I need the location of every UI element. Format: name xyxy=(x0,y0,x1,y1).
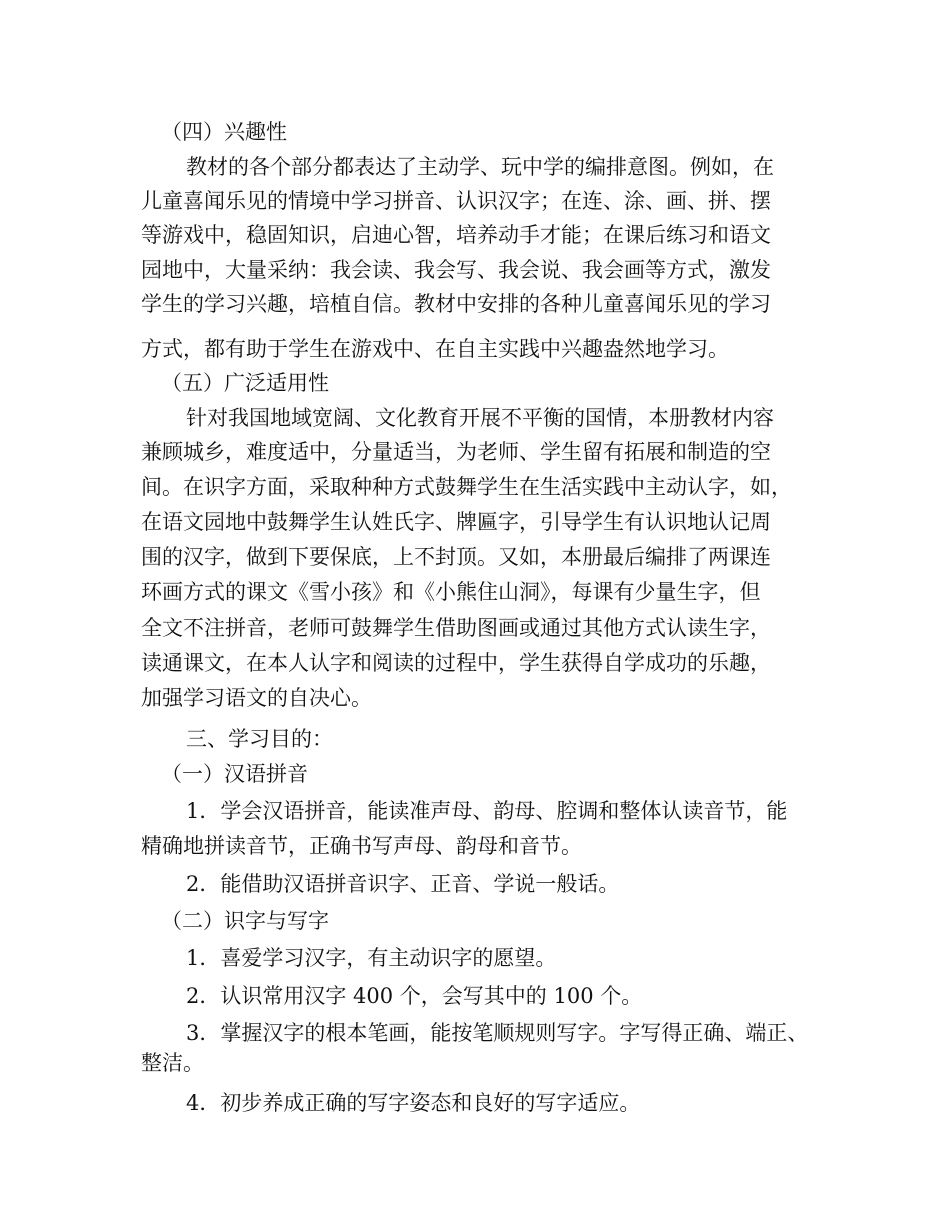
paragraph-line: 针对我国地域宽阔、文化教育开展不平衡的国情，本册教材内容 xyxy=(186,406,774,430)
heading-pinyin: （一）汉语拼音 xyxy=(161,762,308,786)
paragraph-line: 等游戏中，稳固知识，启迪心智，培养动手才能；在课后练习和语文 xyxy=(141,223,771,247)
heading-interest: （四）兴趣性 xyxy=(161,120,287,144)
list-item: 4．初步养成正确的写字姿态和良好的写字适应。 xyxy=(186,1091,641,1115)
heading-learning-goals: 三、学习目的： xyxy=(186,727,333,751)
list-item: 2．认识常用汉字 400 个，会写其中的 100 个。 xyxy=(186,984,643,1008)
paragraph-line: 精确地拼读音节，正确书写声母、韵母和音节。 xyxy=(141,834,582,858)
paragraph-line: 全文不注拼音，老师可鼓舞学生借助图画或通过其他方式认读生字， xyxy=(141,616,771,640)
paragraph-line: 方式，都有助于学生在游戏中、在自主实践中兴趣盎然地学习。 xyxy=(141,337,729,361)
heading-literacy: （二）识字与写字 xyxy=(161,909,329,933)
list-item: 3．掌握汉字的根本笔画，能按笔顺规则写字。字写得正确、端正、 xyxy=(186,1021,809,1045)
list-item: 2．能借助汉语拼音识字、正音、学说一般话。 xyxy=(186,872,620,896)
paragraph-line: 加强学习语文的自决心。 xyxy=(141,686,372,710)
paragraph-line: 围的汉字，做到下要保底，上不封顶。又如，本册最后编排了两课连 xyxy=(141,545,771,569)
list-item: 1．喜爱学习汉字，有主动识字的愿望。 xyxy=(186,946,557,970)
paragraph-line: 儿童喜闻乐见的情境中学习拼音、认识汉字；在连、涂、画、拼、摆 xyxy=(141,189,771,213)
paragraph-line: 环画方式的课文《雪小孩》和《小熊住山洞》，每课有少量生字，但 xyxy=(141,580,761,604)
paragraph-line: 间。在识字方面，采取种种方式鼓舞学生在生活实践中主动认字，如， xyxy=(141,475,792,499)
paragraph-line: 园地中，大量采纳：我会读、我会写、我会说、我会画等方式，激发 xyxy=(141,258,771,282)
paragraph-line: 在语文园地中鼓舞学生认姓氏字、牌匾字，引导学生有认识地认记周 xyxy=(141,510,771,534)
heading-applicability: （五）广泛适用性 xyxy=(161,371,329,395)
paragraph-line: 教材的各个部分都表达了主动学、玩中学的编排意图。例如，在 xyxy=(186,155,774,179)
paragraph-line: 学生的学习兴趣，培植自信。教材中安排的各种儿童喜闻乐见的学习 xyxy=(141,292,771,316)
paragraph-line: 兼顾城乡，难度适中，分量适当，为老师、学生留有拓展和制造的空 xyxy=(141,440,771,464)
paragraph-line: 读通课文，在本人认字和阅读的过程中，学生获得自学成功的乐趣， xyxy=(141,651,771,675)
paragraph-line: 整洁。 xyxy=(141,1051,204,1075)
list-item: 1．学会汉语拼音，能读准声母、韵母、腔调和整体认读音节，能 xyxy=(186,799,788,823)
